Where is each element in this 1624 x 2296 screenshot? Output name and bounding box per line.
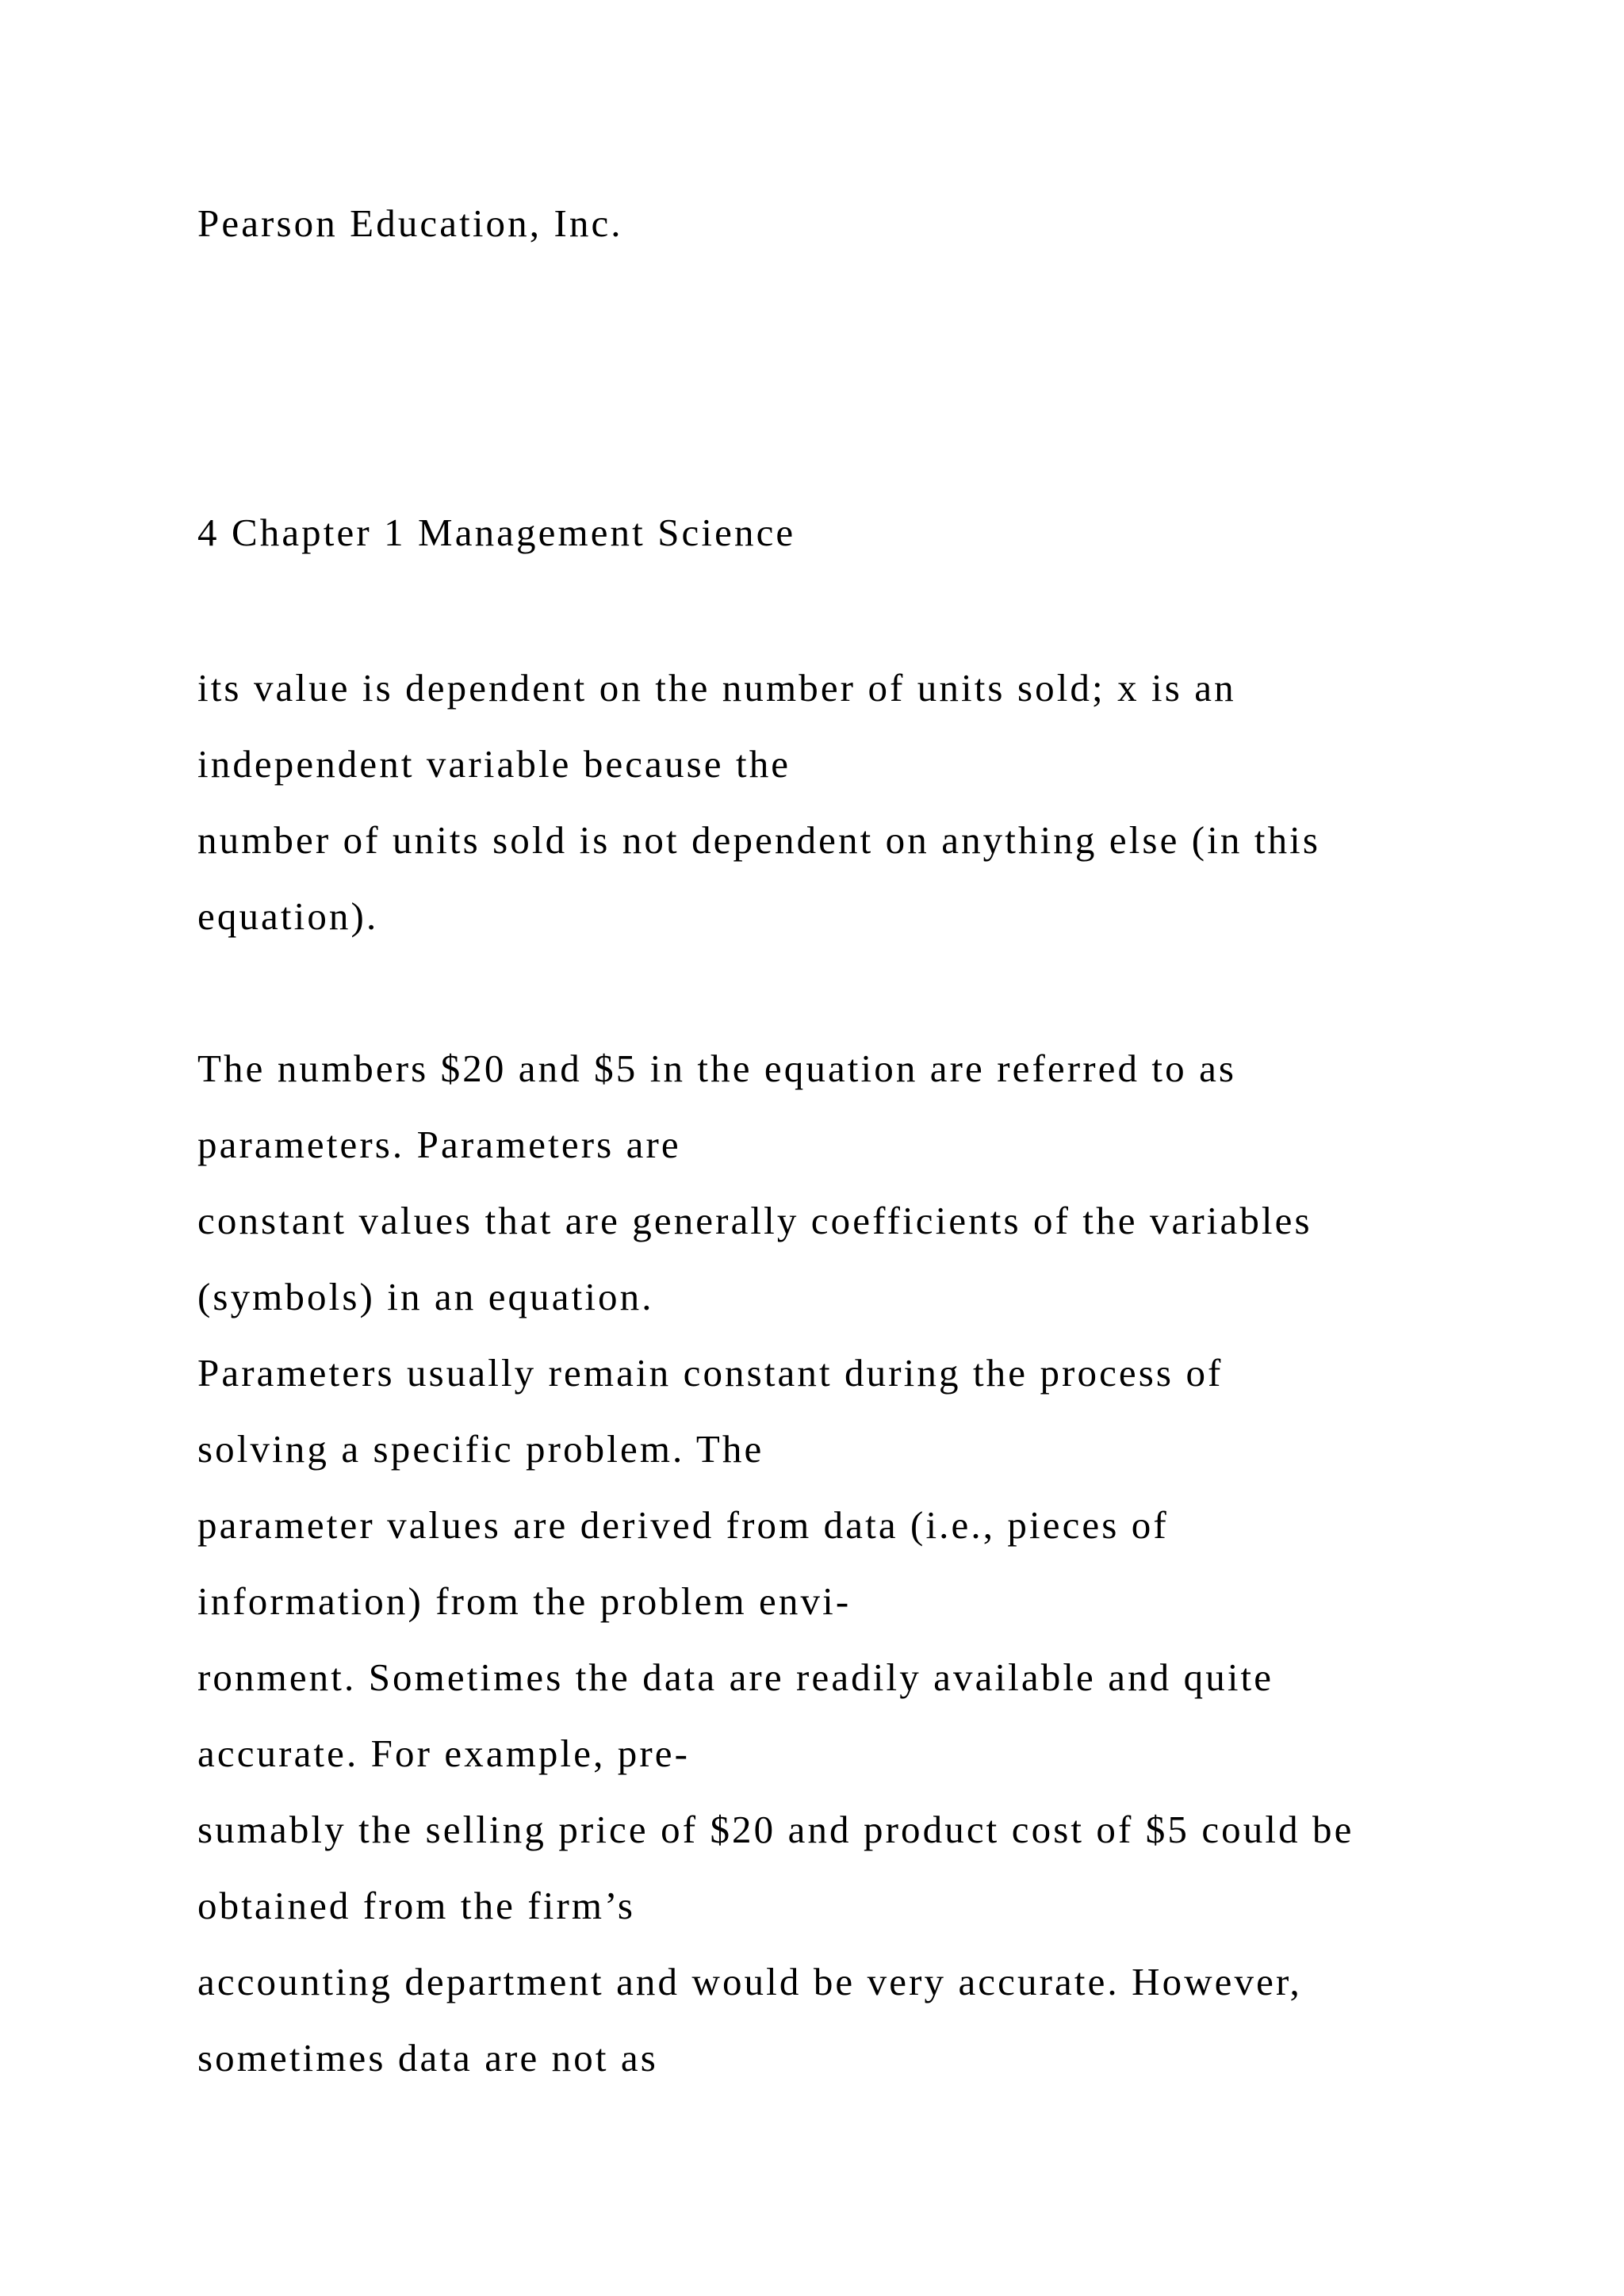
publisher-line: Pearson Education, Inc. bbox=[197, 201, 623, 245]
paragraph-line: accounting department and would be very accurate. However, bbox=[197, 1960, 1302, 2003]
paragraph-line: parameter values are derived from data (i.e., pieces of bbox=[197, 1503, 1169, 1547]
paragraph-line: constant values that are generally coefficients of the variables bbox=[197, 1199, 1312, 1242]
paragraph-line: The numbers $20 and $5 in the equation are referred to as bbox=[197, 1047, 1237, 1090]
paragraph-line: ronment. Sometimes the data are readily available and quite bbox=[197, 1655, 1274, 1699]
paragraph-line: sumably the selling price of $20 and product cost of $5 could be bbox=[197, 1808, 1354, 1851]
paragraph-line: parameters. Parameters are bbox=[197, 1123, 681, 1166]
paragraph-line: (symbols) in an equation. bbox=[197, 1275, 654, 1318]
paragraph-line: accurate. For example, pre- bbox=[197, 1732, 691, 1775]
paragraph-line: independent variable because the bbox=[197, 742, 791, 786]
paragraph-line: solving a specific problem. The bbox=[197, 1427, 764, 1471]
chapter-heading: 4 Chapter 1 Management Science bbox=[197, 511, 796, 554]
paragraph-line: sometimes data are not as bbox=[197, 2036, 658, 2080]
paragraph-line: Parameters usually remain constant during the process of bbox=[197, 1351, 1224, 1395]
paragraph-line: information) from the problem envi- bbox=[197, 1579, 852, 1623]
paragraph-line: equation). bbox=[197, 894, 379, 938]
paragraph-line: its value is dependent on the number of units sold; x is an bbox=[197, 666, 1236, 710]
paragraph-line: obtained from the firm’s bbox=[197, 1884, 636, 1927]
paragraph-line: number of units sold is not dependent on anything else (in this bbox=[197, 818, 1321, 862]
